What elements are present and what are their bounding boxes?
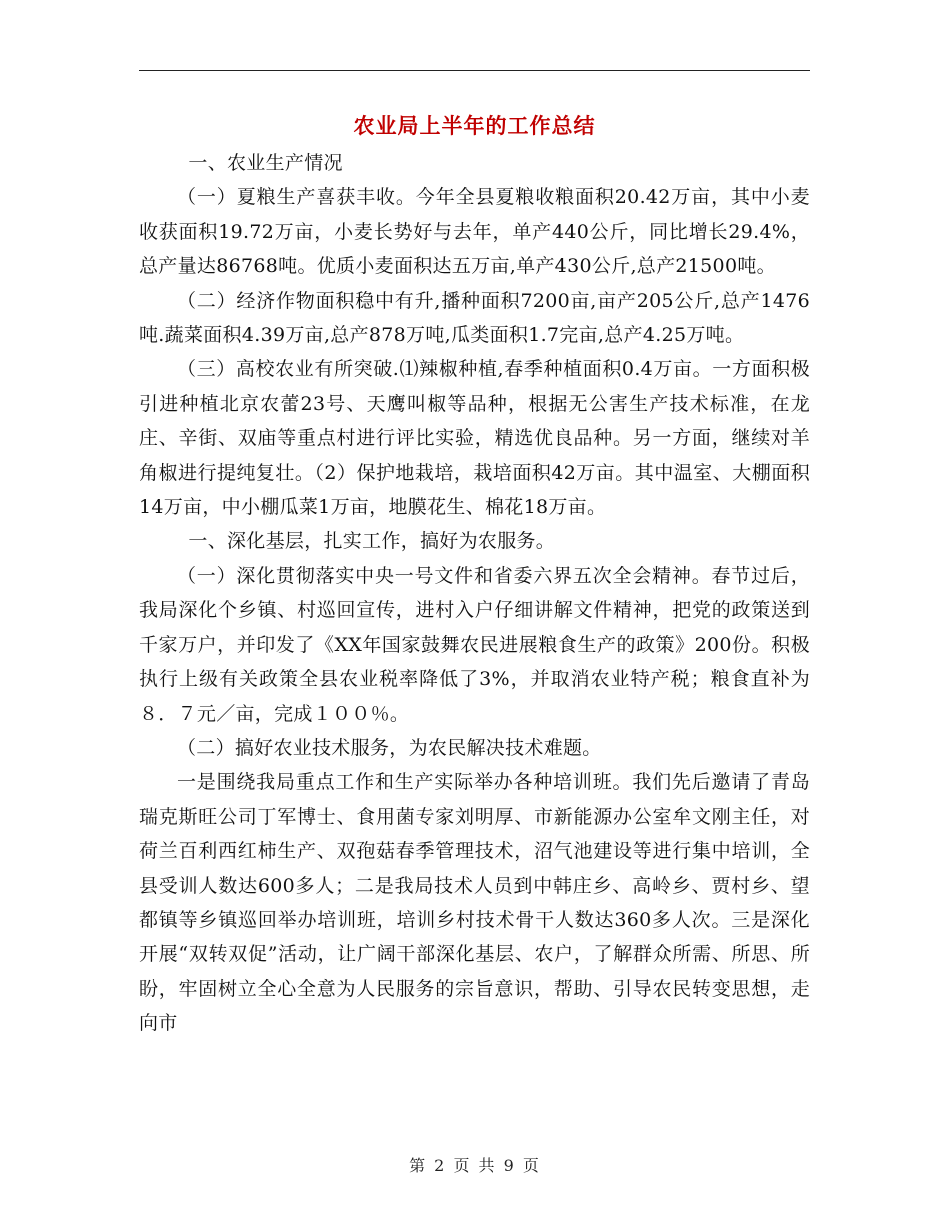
paragraph-tech-service-heading: （二）搞好农业技术服务，为农民解决技术难题。 — [177, 736, 602, 759]
paragraph-summer-grain: （一）夏粮生产喜获丰收。今年全县夏粮收粮面积20.42万亩，其中小麦收获面积19.72万亩，小麦长势好与去年，单产440公斤，同比增长29.4%，总产量达86768吨。优质小麦面积达五万亩,单产430公斤,总产21500吨。 — [139, 186, 810, 278]
document-title: 农业局上半年的工作总结 — [353, 114, 596, 138]
paragraph-training: 一是围绕我局重点工作和生产实际举办各种培训班。我们先后邀请了青岛瑞克斯旺公司丁军博士、食用菌专家刘明厚、市新能源办公室牟文刚主任，对荷兰百利西红柿生产、双孢菇春季管理技术，沼气池建设等进行集中培训，全县受训人数达600多人；二是我局技术人员到中韩庄乡、高岭乡、贾村乡、望都镇等乡镇巡回举办培训班，培训乡村技术骨干人数达360多人次。三是深化开展“双转双促”活动，让广阔干部深化基层、农户，了解群众所需、所思、所盼，牢固树立全心全意为人民服务的宗旨意识，帮助、引导农民转变思想，走向市 — [139, 771, 810, 1035]
paragraph-efficient-agriculture: （三）高校农业有所突破.⑴辣椒种植,春季种植面积0.4万亩。一方面积极引进种植北京农蕾23号、天鹰叫椒等品种，根据无公害生产技术标准，在龙庄、辛街、双庙等重点村进行评比实验，精选优良品种。另一方面，继续对羊角椒进行提纯复壮。（2）保护地栽培，栽培面积42万亩。其中温室、大棚面积14万亩，中小棚瓜菜1万亩，地膜花生、棉花18万亩。 — [139, 358, 810, 519]
section-heading-2: 一、深化基层，扎实工作，搞好为农服务。 — [188, 530, 556, 553]
paragraph-policy-implementation: （一）深化贯彻落实中央一号文件和省委六界五次全会精神。春节过后，我局深化个乡镇、村巡回宣传，进村入户仔细讲解文件精神，把党的政策送到千家万户，并印发了《XX年国家鼓舞农民进展粮食生产的政策》200份。积极执行上级有关政策全县农业税率降低了3%，并取消农业特产税；粮食直补为８．７元／亩，完成１００％。 — [139, 564, 810, 725]
page-number: 第 2 页 共 9 页 — [409, 1156, 541, 1175]
header-rule — [139, 70, 810, 71]
paragraph-cash-crops: （二）经济作物面积稳中有升,播种面积7200亩,亩产205公斤,总产1476吨.蔬菜面积4.39万亩,总产878万吨,瓜类面积1.7完亩,总产4.25万吨。 — [139, 289, 810, 347]
document-body — [139, 146, 810, 1041]
section-heading-1: 一、农业生产情况 — [188, 152, 343, 174]
